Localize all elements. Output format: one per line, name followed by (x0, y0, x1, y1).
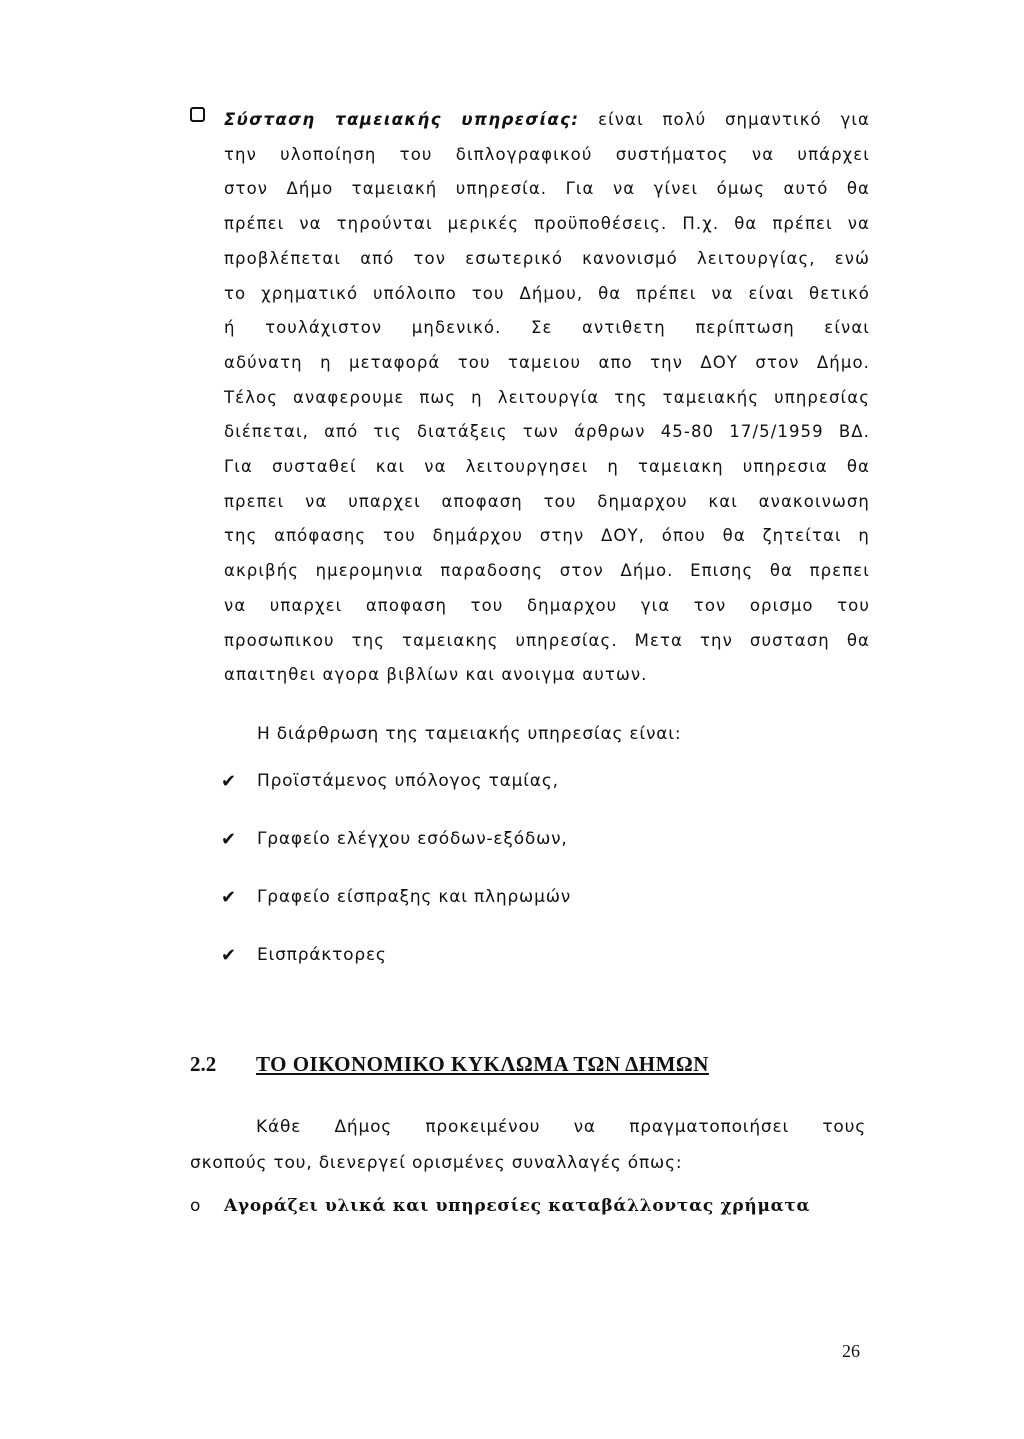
checkmark-icon: ✔ (221, 771, 237, 792)
paragraph-line: διέπεται, από τις διατάξεις των άρθρων 45-80 17/5/1959 ΒΔ. (224, 422, 870, 442)
paragraph-line: να υπαρχει αποφαση του δημαρχου για τον ορισμο του (224, 595, 870, 615)
paragraph-lead: Σύσταση ταμειακής υπηρεσίας: (224, 110, 580, 129)
section-line: σκοπούς του, διενεργεί ορισμένες συναλλαγές όπως: (190, 1153, 683, 1173)
list-item-label: Εισπράκτορες (257, 945, 387, 965)
treasury-paragraph (190, 103, 870, 693)
paragraph-line: ακριβής ημερομηνια παραδοσης στον Δήμο. Επισης θα πρεπει (224, 561, 870, 581)
paragraph-line: το χρηματικό υπόλοιπο του Δήμου, θα πρέπει να είναι θετικό (224, 283, 870, 303)
paragraph-text (224, 103, 870, 693)
paragraph-line: της απόφασης του δημάρχου στην ΔΟΥ, όπου θα ζητείται η (224, 526, 870, 546)
structure-intro: Η διάρθρωση της ταμειακής υπηρεσίας είναι: (257, 724, 682, 744)
paragraph-line: προσωπικου της ταμειακης υπηρεσίας. Μετα την συσταση θα (224, 630, 870, 650)
checkmark-icon: ✔ (221, 945, 237, 966)
paragraph-line: προβλέπεται από τον εσωτερικό κανονισμό λειτουργίας, ενώ (224, 248, 870, 268)
circle-bullet-icon: o (190, 1196, 202, 1216)
section-bullet-item (190, 1196, 810, 1216)
section-line: Κάθε Δήμος προκειμένου να πραγματοποιήσει τους (256, 1117, 866, 1137)
checkmark-icon: ✔ (221, 829, 237, 850)
checkmark-icon: ✔ (221, 887, 237, 908)
checkbox-bullet-icon (190, 107, 205, 122)
paragraph-first-line-rest: είναι πολύ σημαντικό για (579, 110, 870, 129)
paragraph-line: στον Δήμο ταμειακή υπηρεσία. Για να γίνει όμως αυτό θα (224, 179, 870, 199)
paragraph-line: την υλοποίηση του διπλογραφικού συστήματος να υπάρχει (224, 144, 870, 164)
section-number: 2.2 (190, 1052, 217, 1076)
section-paragraph (190, 1109, 866, 1181)
section-bullet-text: Αγοράζει υλικά και υπηρεσίες καταβάλλοντας χρήματα (224, 1196, 811, 1216)
paragraph-line: Τέλος αναφερουμε πως η λειτουργία της ταμειακής υπηρεσίας (224, 387, 870, 407)
paragraph-line: πρεπει να υπαρχει αποφαση του δημαρχου και ανακοινωση (224, 491, 870, 511)
list-item-label: Γραφείο είσπραξης και πληρωμών (257, 887, 572, 907)
section-heading (190, 1052, 709, 1077)
paragraph-line (224, 103, 870, 138)
list-item-label: Γραφείο ελέγχου εσόδων-εξόδων, (257, 829, 568, 849)
paragraph-line: Για συσταθεί και να λειτουργησει η ταμειακη υπηρεσια θα (224, 457, 870, 477)
paragraph-line: αδύνατη η μεταφορά του ταμειου απο την ΔΟΥ στον Δήμο. (224, 352, 870, 372)
paragraph-line: απαιτηθει αγορα βιβλίων και ανοιγμα αυτων. (224, 665, 648, 685)
paragraph-line: ή τουλάχιστον μηδενικό. Σε αντιθετη περίπτωση είναι (224, 318, 870, 338)
paragraph-line: πρέπει να τηρούνται μερικές προϋποθέσεις. Π.χ. θα πρέπει να (224, 214, 870, 234)
section-title: ΤΟ ΟΙΚΟΝΟΜΙΚΟ ΚΥΚΛΩΜΑ ΤΩΝ ΔΗΜΩΝ (256, 1052, 709, 1076)
page-number: 26 (842, 1341, 860, 1361)
list-item-label: Προϊστάμενος υπόλογος ταμίας, (257, 771, 559, 791)
